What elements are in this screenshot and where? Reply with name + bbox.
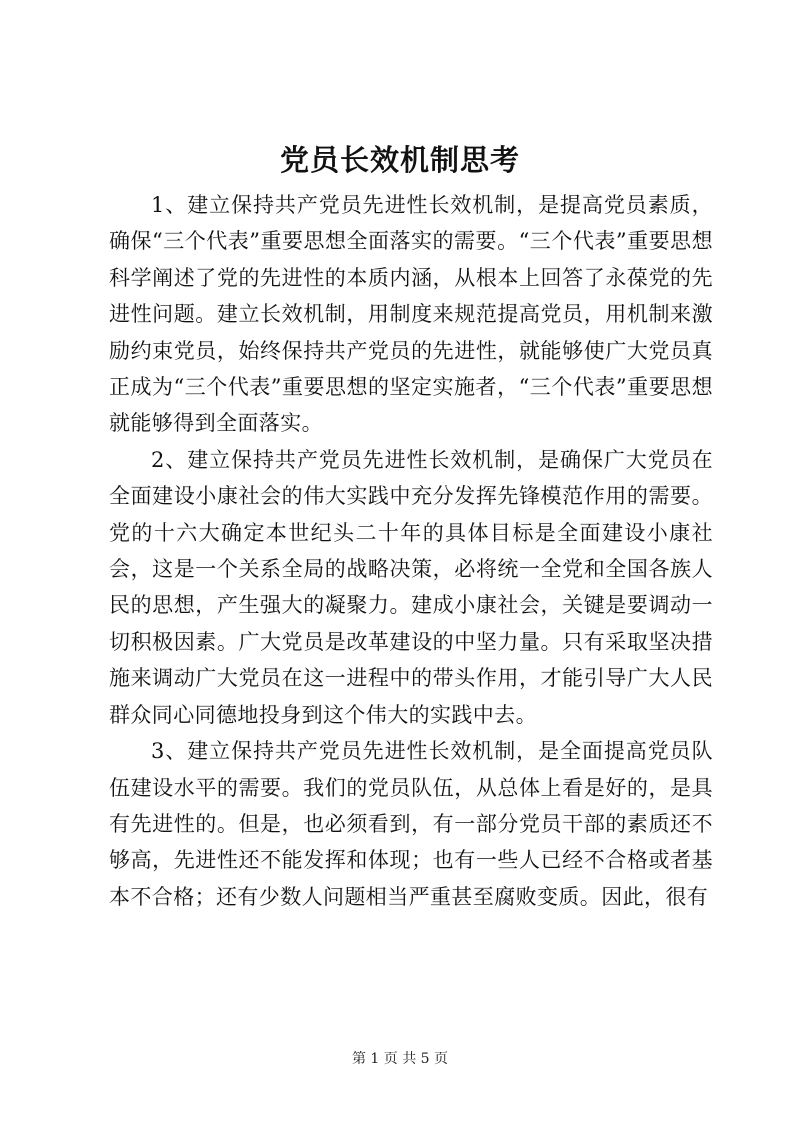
- paragraph-2: 2、建立保持共产党员先进性长效机制，是确保广大党员在全面建设小康社会的伟大实践中充分发挥先锋模范作用的需要。党的十六大确定本世纪头二十年的具体目标是全面建设小康社会，这是一个关系全局的战略决策，必将统一全党和全国各族人民的思想，产生强大的凝聚力。建成小康社会，关键是要调动一切积极因素。广大党员是改革建设的中坚力量。只有采取坚决措施来调动广大党员在这一进程中的带头作用，才能引导广大人民群众同心同德地投身到这个伟大的实践中去。: [109, 447, 713, 727]
- document-body: [109, 187, 713, 915]
- document-title: 党员长效机制思考: [279, 143, 520, 177]
- page-footer: 第 1 页 共 5 页: [351, 1051, 449, 1067]
- paragraph-1: 1、建立保持共产党员先进性长效机制，是提高党员素质，确保“三个代表”重要思想全面落实的需要。“三个代表”重要思想科学阐述了党的先进性的本质内涵，从根本上回答了永葆党的先进性问题。建立长效机制，用制度来规范提高党员，用机制来激励约束党员，始终保持共产党员的先进性，就能够使广大党员真正成为“三个代表”重要思想的坚定实施者，“三个代表”重要思想就能够得到全面落实。: [109, 193, 713, 436]
- paragraph-3: 3、建立保持共产党员先进性长效机制，是全面提高党员队伍建设水平的需要。我们的党员队伍，从总体上看是好的，是具有先进性的。但是，也必须看到，有一部分党员干部的素质还不够高，先进性还不能发挥和体现；也有一些人已经不合格或者基本不合格；还有少数人问题相当严重甚至腐败变质。因此，很有: [109, 739, 713, 909]
